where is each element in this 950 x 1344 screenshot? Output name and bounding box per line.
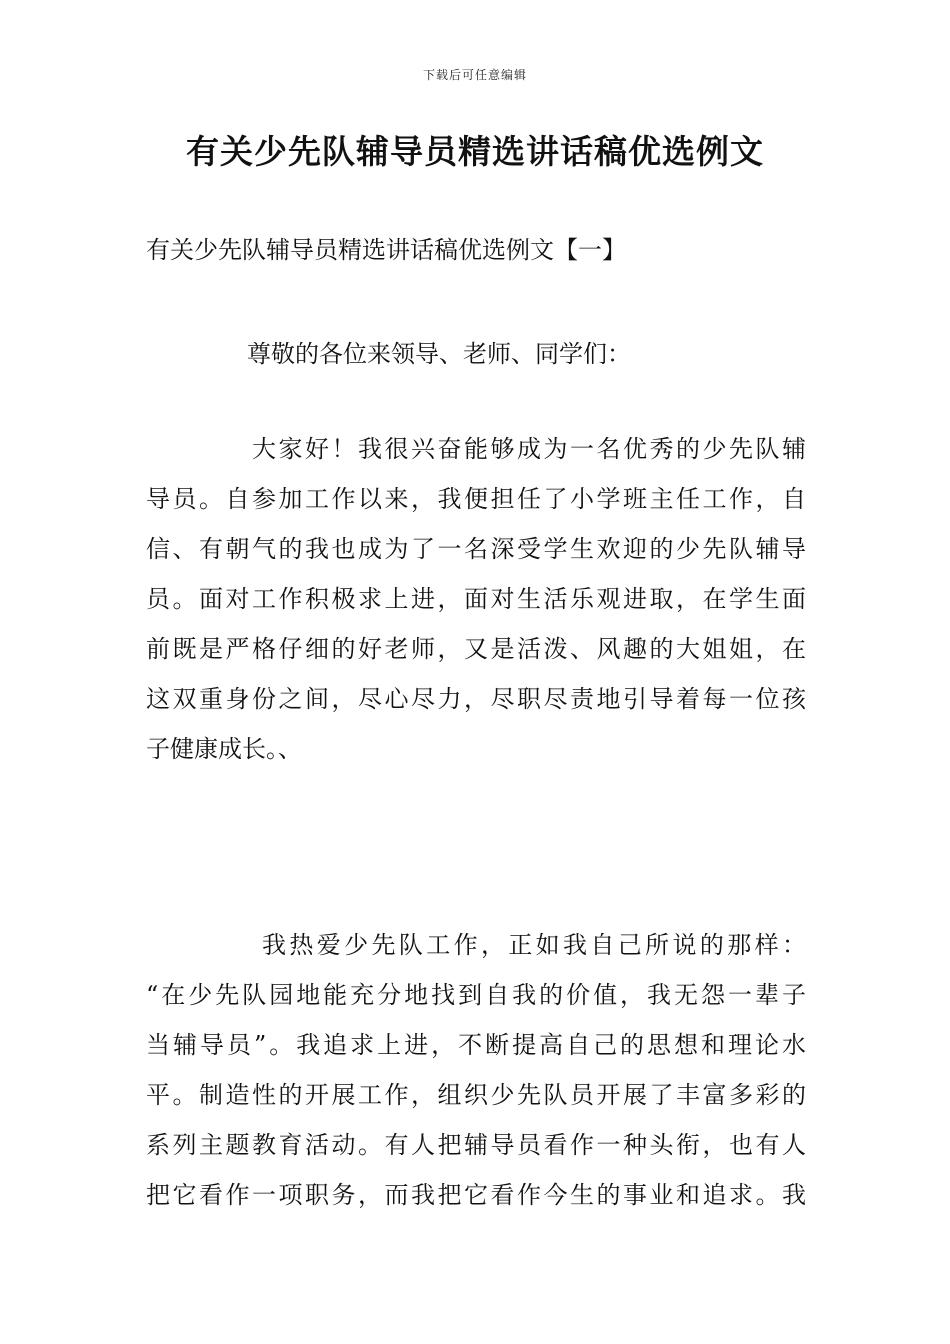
paragraph-line: 前既是严格仔细的好老师，又是活泼、风趣的大姐姐，在 [146, 635, 806, 663]
paragraph-line: 当辅导员”。我追求上进，不断提高自己的思想和理论水 [146, 1031, 806, 1059]
greeting-line: 尊敬的各位来领导、老师、同学们： [247, 340, 631, 368]
document-title: 有关少先队辅导员精选讲话稿优选例文 [186, 132, 764, 171]
paragraph-line: 大家好！我很兴奋能够成为一名优秀的少先队辅 [252, 435, 806, 463]
paragraph-line: 我热爱少先队工作，正如我自己所说的那样： [262, 931, 806, 959]
paragraph-2 [146, 920, 806, 1220]
paragraph-line: 导员。自参加工作以来，我便担任了小学班主任工作，自 [146, 485, 806, 513]
paragraph-line: 员。面对工作积极求上进，面对生活乐观进取，在学生面 [146, 585, 806, 613]
paragraph-line: 这双重身份之间，尽心尽力，尽职尽责地引导着每一位孩 [146, 685, 806, 713]
paragraph-line: 把它看作一项职务，而我把它看作今生的事业和追求。我 [146, 1181, 806, 1209]
paragraph-line: 子健康成长。、 [146, 735, 302, 763]
paragraph-line: 系列主题教育活动。有人把辅导员看作一种头衔，也有人 [146, 1131, 806, 1159]
paragraph-line: 平。制造性的开展工作，组织少先队员开展了丰富多彩的 [146, 1081, 806, 1109]
section-heading: 有关少先队辅导员精选讲话稿优选例文【一】 [146, 236, 626, 264]
header-note: 下载后可任意编辑 [422, 68, 527, 82]
paragraph-1 [146, 424, 806, 774]
paragraph-line: “在少先队园地能充分地找到自我的价值，我无怨一辈子 [146, 981, 806, 1009]
paragraph-line: 信、有朝气的我也成为了一名深受学生欢迎的少先队辅导 [146, 535, 806, 563]
